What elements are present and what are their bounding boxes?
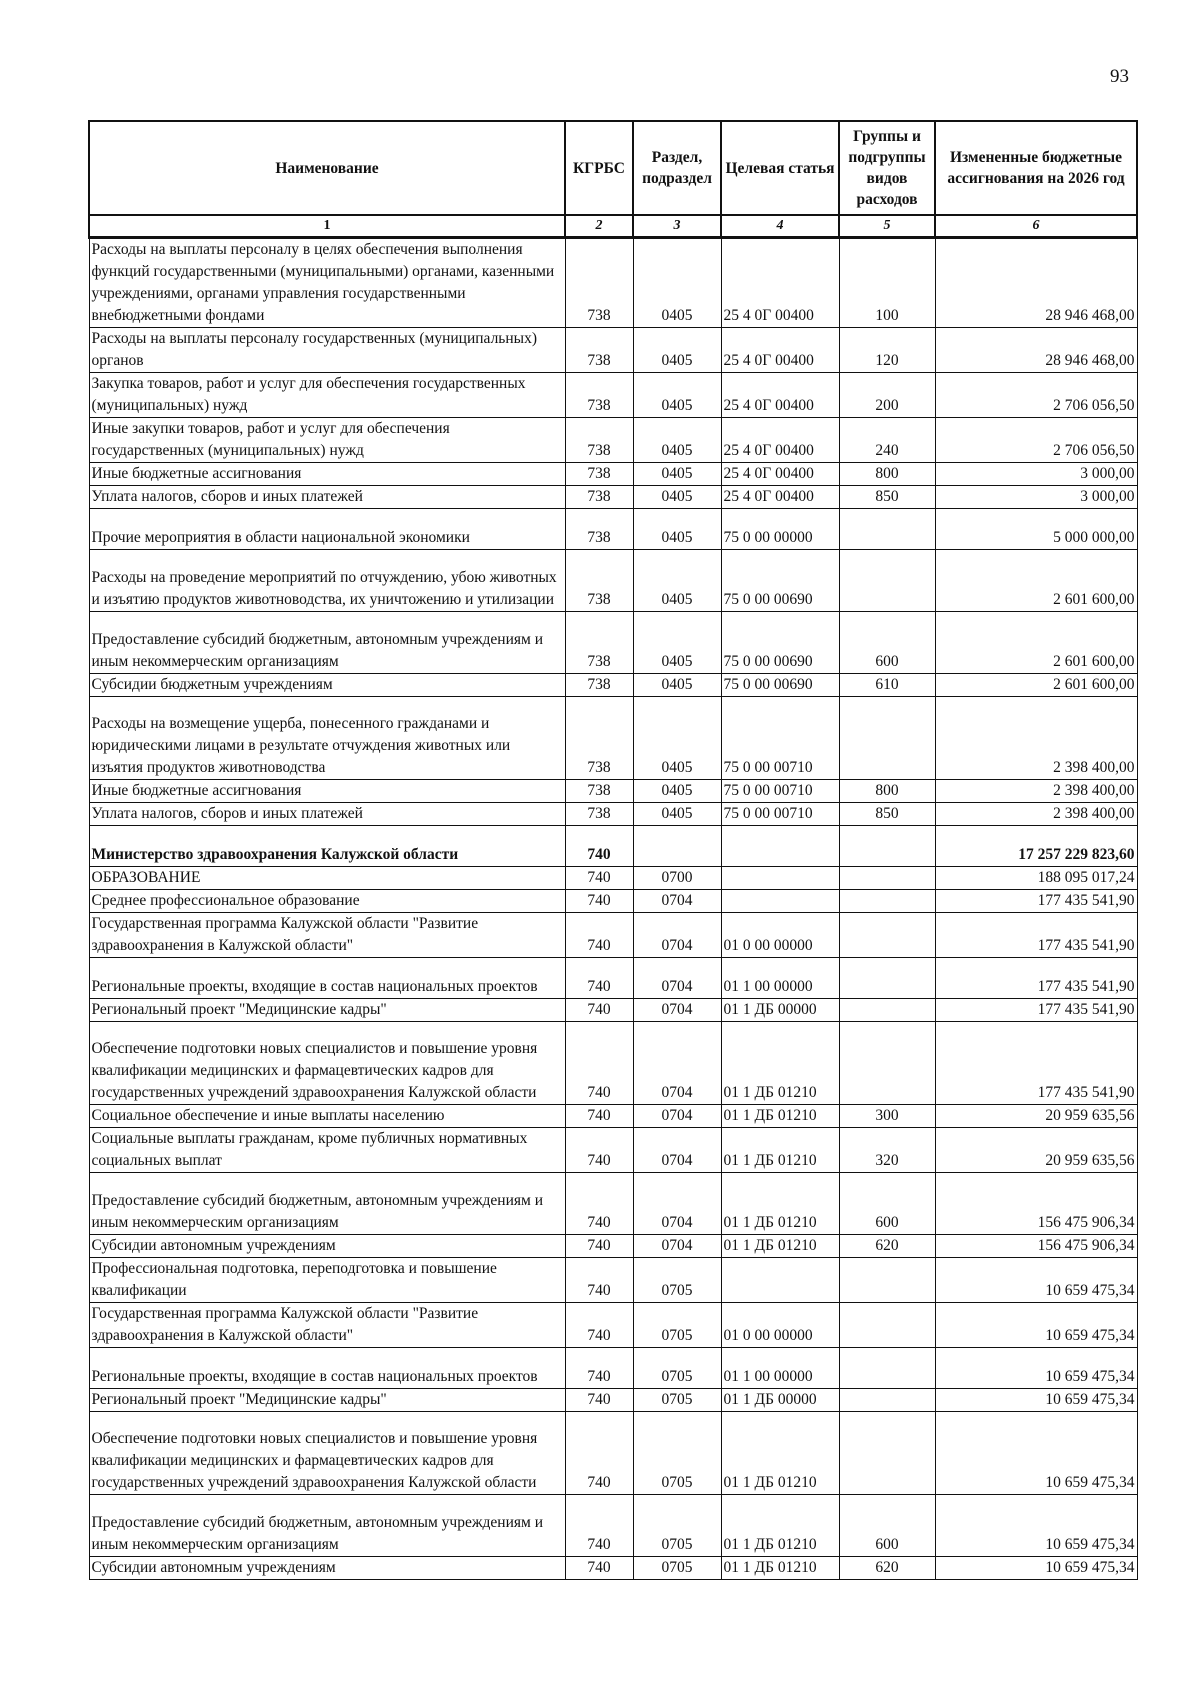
row-amount: 28 946 468,00 [935,238,1137,328]
table-row [89,826,1137,867]
row-amount: 2 398 400,00 [935,697,1137,780]
row-name: Прочие мероприятия в области национальной экономики [89,509,565,550]
row-amount: 2 398 400,00 [935,803,1137,826]
row-name: Региональные проекты, входящие в состав национальных проектов [89,958,565,999]
column-header-allocations: Измененные бюджетные ассигнования на 2026 год [935,121,1137,215]
row-section: 0405 [633,328,721,373]
table-row [89,1412,1137,1495]
row-name: Субсидии бюджетным учреждениям [89,674,565,697]
row-name: ОБРАЗОВАНИЕ [89,867,565,890]
row-section: 0705 [633,1412,721,1495]
row-name: Региональный проект "Медицинские кадры" [89,999,565,1022]
row-amount: 156 475 906,34 [935,1235,1137,1258]
table-row [89,1495,1137,1557]
table-row [89,1348,1137,1389]
table-row [89,1022,1137,1105]
row-name: Государственная программа Калужской области "Развитие здравоохранения в Калужской области" [89,1303,565,1348]
row-target-item: 01 1 ДБ 00000 [721,999,839,1022]
table-row [89,1235,1137,1258]
row-target-item [721,890,839,913]
row-section: 0405 [633,373,721,418]
row-target-item: 75 0 00 00690 [721,674,839,697]
row-name: Субсидии автономным учреждениям [89,1557,565,1580]
row-amount: 20 959 635,56 [935,1128,1137,1173]
row-name: Предоставление субсидий бюджетным, автономным учреждениям и иным некоммерческим организациям [89,1495,565,1557]
row-kgrbs: 738 [565,550,633,612]
column-header-section: Раздел, подраздел [633,121,721,215]
row-amount: 10 659 475,34 [935,1258,1137,1303]
row-amount: 5 000 000,00 [935,509,1137,550]
row-target-item: 01 1 ДБ 01210 [721,1495,839,1557]
row-name: Среднее профессиональное образование [89,890,565,913]
row-expense-group [839,550,935,612]
row-kgrbs: 738 [565,328,633,373]
row-name: Уплата налогов, сборов и иных платежей [89,486,565,509]
row-section: 0704 [633,1105,721,1128]
table-row [89,780,1137,803]
row-expense-group: 600 [839,1495,935,1557]
row-kgrbs: 740 [565,1557,633,1580]
row-expense-group [839,1303,935,1348]
table-row [89,463,1137,486]
row-amount: 10 659 475,34 [935,1348,1137,1389]
table-row [89,486,1137,509]
row-expense-group: 600 [839,612,935,674]
row-name: Иные бюджетные ассигнования [89,780,565,803]
column-number-3: 3 [633,215,721,238]
row-kgrbs: 740 [565,913,633,958]
row-amount: 28 946 468,00 [935,328,1137,373]
row-section: 0705 [633,1303,721,1348]
row-name: Субсидии автономным учреждениям [89,1235,565,1258]
row-kgrbs: 738 [565,463,633,486]
row-kgrbs: 738 [565,803,633,826]
row-kgrbs: 738 [565,373,633,418]
row-amount: 188 095 017,24 [935,867,1137,890]
row-expense-group [839,1412,935,1495]
row-amount: 10 659 475,34 [935,1303,1137,1348]
row-expense-group [839,1258,935,1303]
row-expense-group [839,890,935,913]
row-target-item: 01 1 ДБ 01210 [721,1128,839,1173]
row-target-item: 01 1 ДБ 01210 [721,1235,839,1258]
table-row [89,509,1137,550]
table-header [89,121,1137,238]
table-row [89,697,1137,780]
row-section: 0705 [633,1348,721,1389]
row-expense-group: 120 [839,328,935,373]
row-amount: 2 601 600,00 [935,612,1137,674]
row-section: 0405 [633,486,721,509]
row-expense-group: 200 [839,373,935,418]
row-target-item: 01 0 00 00000 [721,913,839,958]
row-amount: 20 959 635,56 [935,1105,1137,1128]
row-kgrbs: 740 [565,1389,633,1412]
row-name: Социальное обеспечение и иные выплаты населению [89,1105,565,1128]
row-name: Иные закупки товаров, работ и услуг для обеспечения государственных (муниципальных) нужд [89,418,565,463]
row-name: Государственная программа Калужской области "Развитие здравоохранения в Калужской области" [89,913,565,958]
column-header-target-item: Целевая статья [721,121,839,215]
row-amount: 10 659 475,34 [935,1495,1137,1557]
row-expense-group [839,697,935,780]
row-section: 0704 [633,890,721,913]
row-name: Расходы на выплаты персоналу в целях обеспечения выполнения функций государственными (муниципальными) органами, казенными учреждениями, органами управления государственными внебюджетными фондами [89,238,565,328]
row-amount: 177 435 541,90 [935,890,1137,913]
row-name: Иные бюджетные ассигнования [89,463,565,486]
row-amount: 2 706 056,50 [935,418,1137,463]
row-section: 0405 [633,550,721,612]
row-amount: 2 601 600,00 [935,674,1137,697]
row-expense-group: 850 [839,803,935,826]
table-row [89,890,1137,913]
table-row [89,1258,1137,1303]
row-expense-group [839,999,935,1022]
row-target-item [721,826,839,867]
row-target-item: 75 0 00 00690 [721,612,839,674]
row-amount: 177 435 541,90 [935,958,1137,999]
row-name: Расходы на выплаты персоналу государственных (муниципальных) органов [89,328,565,373]
row-target-item: 75 0 00 00710 [721,803,839,826]
row-expense-group: 800 [839,780,935,803]
row-section: 0405 [633,418,721,463]
row-name: Закупка товаров, работ и услуг для обеспечения государственных (муниципальных) нужд [89,373,565,418]
row-expense-group: 850 [839,486,935,509]
row-section: 0405 [633,803,721,826]
row-amount: 177 435 541,90 [935,913,1137,958]
column-number-1: 1 [89,215,565,238]
table-row [89,1105,1137,1128]
table-row [89,238,1137,328]
row-name: Социальные выплаты гражданам, кроме публичных нормативных социальных выплат [89,1128,565,1173]
row-amount: 17 257 229 823,60 [935,826,1137,867]
row-kgrbs: 740 [565,1258,633,1303]
row-kgrbs: 738 [565,780,633,803]
row-kgrbs: 740 [565,1128,633,1173]
row-expense-group [839,1022,935,1105]
row-section: 0704 [633,1235,721,1258]
row-section: 0704 [633,999,721,1022]
row-expense-group [839,913,935,958]
row-amount: 3 000,00 [935,486,1137,509]
table-row [89,867,1137,890]
table-row [89,1173,1137,1235]
row-kgrbs: 740 [565,1173,633,1235]
row-kgrbs: 740 [565,1495,633,1557]
row-section: 0405 [633,509,721,550]
row-section: 0405 [633,674,721,697]
row-name: Предоставление субсидий бюджетным, автономным учреждениям и иным некоммерческим организациям [89,1173,565,1235]
row-target-item: 01 1 ДБ 01210 [721,1557,839,1580]
row-name: Профессиональная подготовка, переподготовка и повышение квалификации [89,1258,565,1303]
row-name: Обеспечение подготовки новых специалистов и повышение уровня квалификации медицинских и фармацевтических кадров для государственных учреждений здравоохранения Калужской области [89,1022,565,1105]
row-target-item [721,1258,839,1303]
row-expense-group [839,867,935,890]
table-row [89,1128,1137,1173]
table-row [89,550,1137,612]
row-target-item: 01 1 ДБ 00000 [721,1389,839,1412]
row-kgrbs: 738 [565,674,633,697]
row-section: 0705 [633,1557,721,1580]
row-kgrbs: 740 [565,999,633,1022]
row-kgrbs: 740 [565,1235,633,1258]
row-amount: 10 659 475,34 [935,1389,1137,1412]
row-kgrbs: 740 [565,890,633,913]
row-kgrbs: 738 [565,238,633,328]
row-kgrbs: 740 [565,1412,633,1495]
row-kgrbs: 740 [565,958,633,999]
table-row [89,373,1137,418]
row-section: 0704 [633,958,721,999]
row-expense-group [839,1348,935,1389]
row-kgrbs: 738 [565,486,633,509]
row-name: Расходы на проведение мероприятий по отчуждению, убою животных и изъятию продуктов животноводства, их уничтожению и утилизации [89,550,565,612]
budget-table [88,120,1138,1580]
row-section: 0405 [633,780,721,803]
column-number-5: 5 [839,215,935,238]
column-header-kgrbs: КГРБС [565,121,633,215]
row-target-item: 01 1 ДБ 01210 [721,1022,839,1105]
row-target-item: 25 4 0Г 00400 [721,238,839,328]
row-expense-group: 800 [839,463,935,486]
row-expense-group: 620 [839,1557,935,1580]
row-expense-group: 320 [839,1128,935,1173]
row-section: 0405 [633,612,721,674]
row-section: 0705 [633,1258,721,1303]
row-section: 0405 [633,697,721,780]
table-row [89,1389,1137,1412]
table-body [89,238,1137,1580]
row-target-item: 75 0 00 00690 [721,550,839,612]
row-section: 0705 [633,1389,721,1412]
row-target-item: 01 1 ДБ 01210 [721,1105,839,1128]
row-expense-group: 610 [839,674,935,697]
column-number-6: 6 [935,215,1137,238]
row-name: Региональные проекты, входящие в состав национальных проектов [89,1348,565,1389]
row-section: 0405 [633,238,721,328]
row-target-item: 01 1 ДБ 01210 [721,1173,839,1235]
row-name: Расходы на возмещение ущерба, понесенного гражданами и юридическими лицами в результате отчуждения животных или изъятия продуктов животноводства [89,697,565,780]
table-row [89,958,1137,999]
column-header-name: Наименование [89,121,565,215]
row-kgrbs: 740 [565,1303,633,1348]
table-row [89,1303,1137,1348]
row-kgrbs: 738 [565,612,633,674]
table-row [89,418,1137,463]
row-section: 0704 [633,913,721,958]
row-expense-group: 300 [839,1105,935,1128]
row-amount: 3 000,00 [935,463,1137,486]
row-name: Министерство здравоохранения Калужской области [89,826,565,867]
row-amount: 10 659 475,34 [935,1412,1137,1495]
row-target-item: 75 0 00 00710 [721,697,839,780]
table-row [89,913,1137,958]
page-number: 93 [1110,66,1129,87]
row-kgrbs: 740 [565,1348,633,1389]
row-kgrbs: 740 [565,1022,633,1105]
row-expense-group: 600 [839,1173,935,1235]
row-expense-group [839,958,935,999]
row-target-item: 01 1 00 00000 [721,1348,839,1389]
row-expense-group: 620 [839,1235,935,1258]
row-target-item: 01 1 00 00000 [721,958,839,999]
row-amount: 10 659 475,34 [935,1557,1137,1580]
row-target-item: 25 4 0Г 00400 [721,486,839,509]
row-name: Предоставление субсидий бюджетным, автономным учреждениям и иным некоммерческим организациям [89,612,565,674]
row-expense-group [839,826,935,867]
row-target-item: 25 4 0Г 00400 [721,373,839,418]
row-expense-group [839,509,935,550]
table-row [89,612,1137,674]
row-name: Уплата налогов, сборов и иных платежей [89,803,565,826]
row-expense-group: 240 [839,418,935,463]
row-section: 0705 [633,1495,721,1557]
row-section: 0704 [633,1022,721,1105]
row-expense-group [839,1389,935,1412]
row-kgrbs: 740 [565,1105,633,1128]
row-target-item: 25 4 0Г 00400 [721,463,839,486]
table-row [89,999,1137,1022]
row-target-item [721,867,839,890]
row-amount: 156 475 906,34 [935,1173,1137,1235]
row-section: 0704 [633,1128,721,1173]
row-amount: 2 706 056,50 [935,373,1137,418]
row-section: 0704 [633,1173,721,1235]
row-kgrbs: 738 [565,418,633,463]
row-amount: 177 435 541,90 [935,999,1137,1022]
row-amount: 2 601 600,00 [935,550,1137,612]
column-header-expense-groups: Группы и подгруппы видов расходов [839,121,935,215]
table-row [89,328,1137,373]
row-section [633,826,721,867]
table-row [89,803,1137,826]
row-kgrbs: 740 [565,826,633,867]
row-section: 0405 [633,463,721,486]
row-expense-group: 100 [839,238,935,328]
row-kgrbs: 738 [565,697,633,780]
table-row [89,1557,1137,1580]
row-amount: 2 398 400,00 [935,780,1137,803]
row-target-item: 25 4 0Г 00400 [721,328,839,373]
table-row [89,674,1137,697]
row-section: 0700 [633,867,721,890]
column-number-4: 4 [721,215,839,238]
row-target-item: 01 1 ДБ 01210 [721,1412,839,1495]
row-amount: 177 435 541,90 [935,1022,1137,1105]
row-kgrbs: 740 [565,867,633,890]
row-target-item: 01 0 00 00000 [721,1303,839,1348]
row-kgrbs: 738 [565,509,633,550]
row-name: Обеспечение подготовки новых специалистов и повышение уровня квалификации медицинских и фармацевтических кадров для государственных учреждений здравоохранения Калужской области [89,1412,565,1495]
row-target-item: 75 0 00 00710 [721,780,839,803]
row-target-item: 75 0 00 00000 [721,509,839,550]
column-number-2: 2 [565,215,633,238]
row-target-item: 25 4 0Г 00400 [721,418,839,463]
row-name: Региональный проект "Медицинские кадры" [89,1389,565,1412]
